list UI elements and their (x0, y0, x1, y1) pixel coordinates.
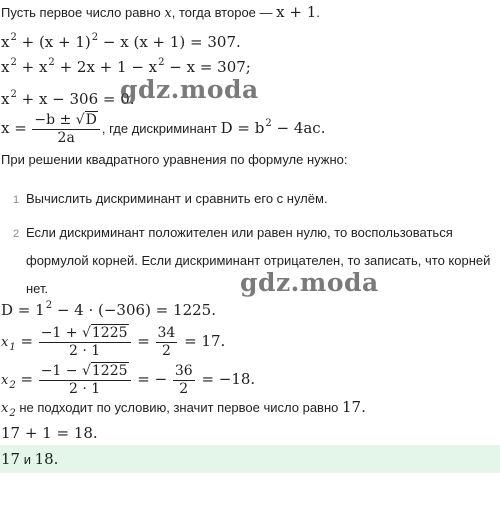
x1-fraction (39, 325, 131, 360)
list-number-1: 1 (13, 194, 20, 206)
x1-eq: = (15, 331, 34, 350)
formula-fraction (32, 112, 99, 147)
formula-rhs-b: − 4ac. (271, 118, 326, 137)
list-number-2: 2 (13, 228, 20, 240)
formula-rhs-sup: 2 (265, 117, 272, 129)
intro-expr: x + 1 (276, 3, 317, 21)
formula-denominator: 2a (57, 130, 75, 146)
watermark-2: gdz.moda (240, 268, 379, 297)
x1-denominator-2: 2 (161, 343, 171, 359)
formula-rhs-a: D = b (220, 118, 265, 137)
eq2-part-1: x (1, 58, 10, 76)
conclusion-var: x (1, 401, 9, 416)
eq2-sup-3: 2 (158, 57, 165, 68)
eq3-part-1: x (1, 90, 10, 108)
eq3-sup-1: 2 (10, 89, 17, 100)
answer-bar (0, 445, 500, 473)
x1-numerator: −1 + √1225 (39, 325, 131, 343)
answer-text: и (20, 452, 35, 467)
x2-numerator: −1 − √1225 (39, 363, 131, 381)
x2-denominator-2: 2 (179, 381, 189, 397)
root-x1-line (1, 325, 225, 360)
sum-line: 17 + 1 = 18. (1, 424, 98, 442)
x1-num-a: −1 + (40, 325, 82, 341)
formula-num-a: −b ± (34, 112, 76, 128)
instruction-intro: При решении квадратного уравнения по формуле нужно: (1, 152, 348, 167)
eq1-sup-2: 2 (91, 32, 99, 43)
list-text-1: Вычислить дискриминант и сравнить его с нулём. (26, 191, 328, 206)
intro-text-b: , тогда второе — (171, 5, 277, 20)
eq1-part-3: − x (x + 1) = 307. (98, 33, 241, 51)
x2-fraction (39, 363, 131, 398)
x2-sub: 2 (9, 379, 16, 391)
x2-eq: = (15, 369, 34, 388)
formula-numerator: −b ± √D (32, 112, 99, 130)
conclusion-sub: 2 (9, 408, 16, 419)
watermark-1: gdz.moda (120, 75, 259, 104)
disc-part-1: D = 1 (1, 301, 45, 319)
eq2-sup-2: 2 (48, 57, 55, 68)
x1-sub: 1 (9, 341, 16, 353)
intro-dot: . (316, 5, 320, 20)
disc-part-2: − 4 · (−306) = 1225. (52, 301, 216, 319)
x1-denominator: 2 · 1 (69, 343, 101, 359)
x1-fraction-2 (156, 325, 178, 360)
answer-line (1, 452, 58, 467)
x1-result: = 17. (179, 331, 226, 350)
disc-sup-1: 2 (45, 300, 53, 311)
discriminant-line (1, 301, 216, 318)
eq1-part-1: x (1, 33, 10, 51)
list-text-2: Если дискриминант положителен или равен нулю, то воспользоваться формулой корней. Если дискриминант отрицателен, то записать, что корней нет. (26, 225, 491, 296)
formula-line (1, 112, 325, 147)
intro-line (1, 5, 320, 20)
intro-var-x: x (164, 6, 172, 21)
x2-numerator-2: 36 (174, 363, 193, 379)
x2-num-a: −1 − (40, 363, 82, 379)
conclusion-text: не подходит по условию, значит первое число равно (15, 400, 342, 415)
formula-lhs: x = (1, 118, 27, 137)
formula-num-sqrt: D (85, 112, 97, 128)
x2-denominator: 2 · 1 (69, 381, 101, 397)
eq3-part-2: + x − 306 = 0. (16, 90, 135, 108)
x1-num-sqrt: 1225 (91, 325, 128, 341)
x2-fraction-2 (173, 363, 195, 398)
equation-1 (1, 33, 241, 50)
eq2-sup-1: 2 (10, 57, 17, 68)
eq1-part-2: + (x + 1) (16, 33, 91, 51)
answer-a: 17 (1, 450, 21, 468)
x2-var: x (1, 372, 9, 388)
formula-text: , где дискриминант (101, 120, 221, 136)
x2-num-sqrt: 1225 (91, 363, 128, 379)
eq2-part-4: − x = 307; (164, 58, 251, 76)
equation-3 (1, 90, 135, 107)
intro-text-a: Пусть первое число равно (1, 5, 165, 20)
equation-2 (1, 58, 251, 75)
x1-var: x (1, 334, 9, 350)
conclusion-value: 17. (341, 398, 366, 416)
eq2-part-2: + x (16, 58, 48, 76)
answer-b: 18. (34, 450, 59, 468)
conclusion-line (1, 400, 366, 419)
eq2-part-3: + 2x + 1 − x (54, 58, 158, 76)
x2-eq2: = − (132, 369, 168, 388)
root-x2-line (1, 363, 255, 398)
eq1-sup-1: 2 (10, 32, 17, 43)
x2-result: = −18. (196, 369, 256, 388)
x1-numerator-2: 34 (157, 325, 176, 341)
x1-eq2: = (132, 331, 150, 350)
